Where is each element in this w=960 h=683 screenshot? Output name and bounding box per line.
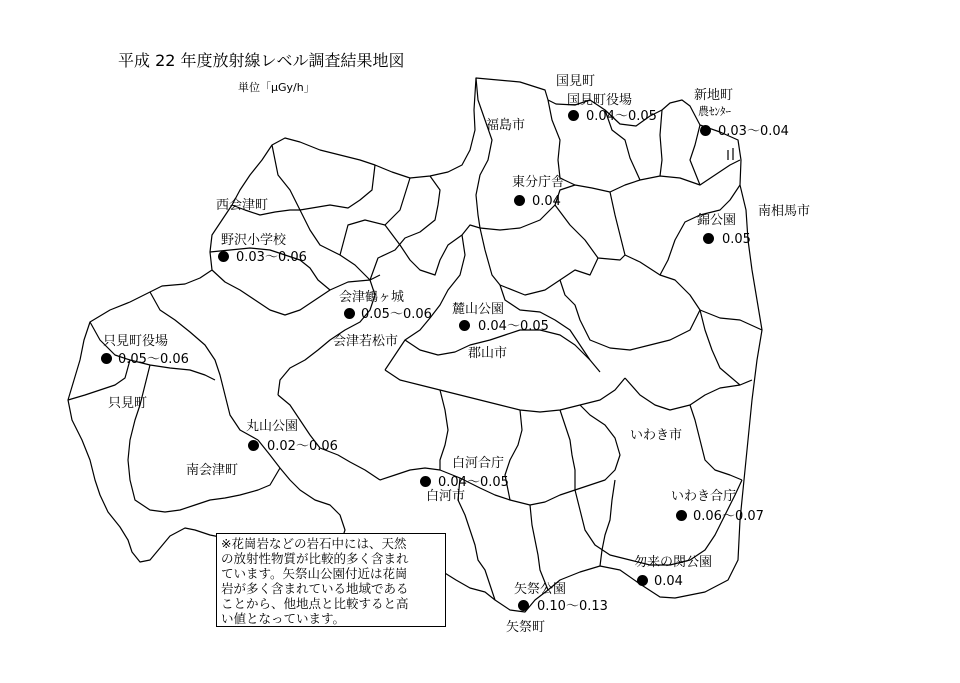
site-value-shinchi: 0.03～0.04: [718, 124, 789, 139]
site-marker-kunimi: [568, 110, 579, 121]
site-value-kunimi: 0.04～0.05: [586, 109, 657, 124]
site-value-nishiki: 0.05: [722, 232, 751, 247]
site-value-shirakawa: 0.04～0.05: [438, 475, 509, 490]
site-marker-tsurugajo: [344, 308, 355, 319]
site-marker-tadami: [101, 353, 112, 364]
label-aizuwakamatsu-city: 会津若松市: [333, 334, 399, 349]
label-iwaki-city: いわき市: [630, 428, 683, 443]
site-marker-yamatsuri: [518, 600, 529, 611]
site-marker-shinchi: [700, 125, 711, 136]
site-name-toubun: 東分庁舎: [512, 175, 565, 190]
site-name-maruyama: 丸山公園: [246, 419, 299, 434]
label-minamiaizu-town: 南会津町: [186, 463, 239, 478]
site-name-tadami: 只見町役場: [103, 334, 169, 349]
label-minamisoma-city: 南相馬市: [758, 204, 811, 219]
label-koriyama-city: 郡山市: [468, 346, 508, 361]
site-marker-nozawa: [218, 251, 229, 262]
map-title: 平成 22 年度放射線レベル調査結果地図: [118, 51, 405, 70]
site-name-fumoto: 麓山公園: [452, 302, 505, 317]
explanatory-note: ※花崗岩などの岩石中には、天然 の放射性物質が比較的多く含まれ ています。矢祭山公園付近は花崗 岩が多く含まれている地域である ことから、他地点と比較すると高 い値となっています。: [216, 533, 446, 627]
label-yamatsuri-town: 矢祭町: [506, 620, 546, 635]
site-marker-fumoto: [459, 320, 470, 331]
site-marker-toubun: [514, 195, 525, 206]
label-tadami-town: 只見町: [108, 396, 148, 411]
label-shirakawa-city: 白河市: [426, 489, 466, 504]
site-value-fumoto: 0.04～0.05: [478, 319, 549, 334]
site-name-iwakigochou: いわき合庁: [671, 489, 737, 504]
label-nishiaizu-town: 西会津町: [216, 198, 269, 213]
site-marker-nakoso: [637, 575, 648, 586]
site-name-nakoso: 勿来の関公園: [634, 555, 713, 570]
unit-label: 単位「μGy/h」: [238, 81, 315, 94]
site-name-nishiki: 錦公園: [697, 213, 737, 228]
site-value-yamatsuri: 0.10～0.13: [537, 599, 608, 614]
label-shinchi-town: 新地町: [694, 88, 734, 103]
site-name-kunimi: 国見町役場: [567, 93, 633, 108]
prefecture-outline: [68, 78, 762, 612]
site-value-nakoso: 0.04: [654, 574, 683, 589]
site-name-shinchi: 農ｾﾝﾀｰ: [698, 105, 731, 118]
site-name-shirakawa: 白河合庁: [452, 456, 505, 471]
site-marker-iwakigochou: [676, 510, 687, 521]
site-value-maruyama: 0.02～0.06: [267, 439, 338, 454]
site-value-tsurugajo: 0.05～0.06: [361, 307, 432, 322]
site-name-tsurugajo: 会津鶴ヶ城: [339, 290, 405, 305]
site-value-tadami: 0.05～0.06: [118, 352, 189, 367]
label-fukushima-city: 福島市: [486, 118, 526, 133]
site-value-toubun: 0.04: [532, 194, 561, 209]
site-marker-maruyama: [248, 440, 259, 451]
site-value-nozawa: 0.03～0.06: [236, 250, 307, 265]
site-name-yamatsuri: 矢祭公園: [514, 582, 567, 597]
site-value-iwakigochou: 0.06～0.07: [693, 509, 764, 524]
site-name-nozawa: 野沢小学校: [221, 233, 287, 248]
label-kunimi-town: 国見町: [556, 74, 596, 89]
site-marker-nishiki: [703, 233, 714, 244]
site-marker-shirakawa: [420, 476, 431, 487]
